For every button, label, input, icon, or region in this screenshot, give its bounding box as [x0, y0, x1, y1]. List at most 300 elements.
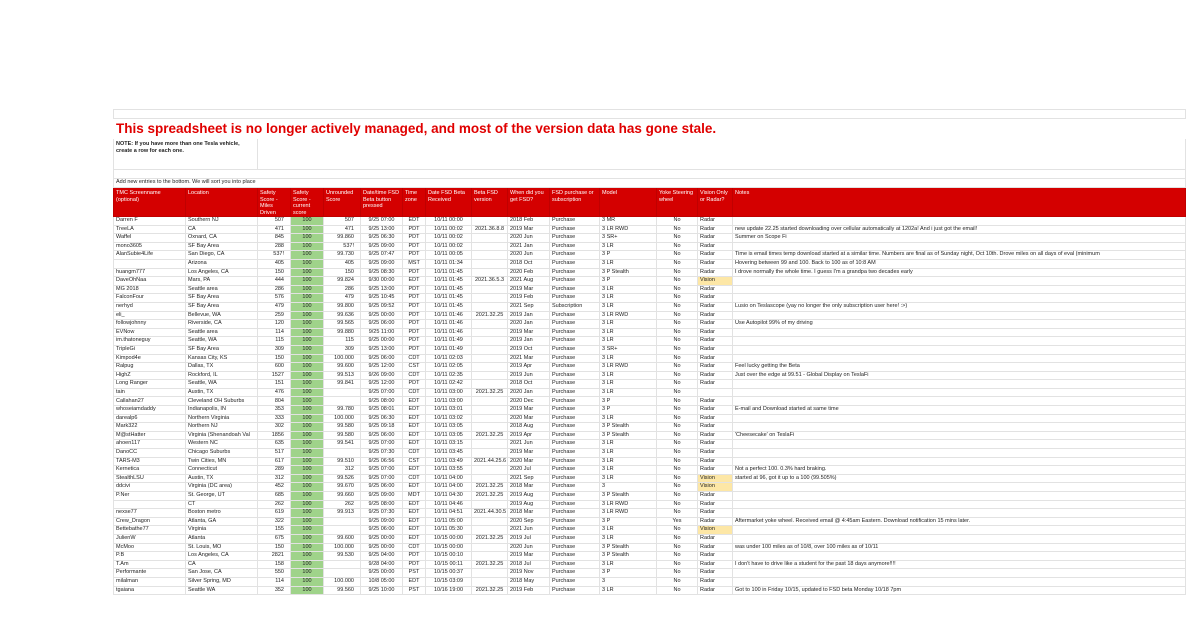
table-cell[interactable] — [733, 397, 1186, 406]
table-cell[interactable]: EDT — [403, 440, 426, 449]
table-cell[interactable]: No — [657, 431, 698, 440]
table-cell[interactable]: 100 — [291, 259, 324, 268]
table-cell[interactable]: 100 — [291, 466, 324, 475]
table-cell[interactable]: 1527 — [258, 371, 291, 380]
table-cell[interactable]: 288 — [258, 242, 291, 251]
table-cell[interactable]: 2021 Jan — [508, 242, 550, 251]
table-cell[interactable]: 150 — [324, 268, 361, 277]
table-cell[interactable]: 10/11 01:46 — [426, 320, 472, 329]
table-cell[interactable]: No — [657, 534, 698, 543]
table-cell[interactable]: Radar — [698, 217, 733, 226]
table-cell[interactable]: Purchase — [550, 449, 600, 458]
table-cell[interactable] — [472, 363, 508, 372]
table-cell[interactable]: PDT — [403, 234, 426, 243]
table-cell[interactable]: 2020 Sep — [508, 517, 550, 526]
table-cell[interactable] — [472, 500, 508, 509]
table-cell[interactable]: PDT — [403, 320, 426, 329]
table-cell[interactable]: Radar — [698, 268, 733, 277]
table-cell[interactable]: 405 — [258, 259, 291, 268]
table-cell[interactable]: 2021.36.5.3 — [472, 277, 508, 286]
table-cell[interactable]: nerhyd — [114, 302, 186, 311]
table-cell[interactable]: SF Bay Area — [186, 242, 258, 251]
table-cell[interactable]: 3 LR — [600, 560, 657, 569]
table-cell[interactable]: No — [657, 242, 698, 251]
table-cell[interactable]: 9/25 13:00 — [361, 285, 403, 294]
table-cell[interactable]: 2021.36.8.8 — [472, 225, 508, 234]
table-cell[interactable]: Purchase — [550, 320, 600, 329]
table-cell[interactable]: 100 — [291, 251, 324, 260]
table-cell[interactable]: Connecticut — [186, 466, 258, 475]
table-cell[interactable]: 100 — [291, 492, 324, 501]
table-cell[interactable]: 10/11 04:46 — [426, 500, 472, 509]
table-cell[interactable]: 100 — [291, 285, 324, 294]
table-cell[interactable]: Virginia (Shenandoah Val — [186, 431, 258, 440]
table-cell[interactable] — [472, 242, 508, 251]
table-cell[interactable] — [733, 509, 1186, 518]
table-cell[interactable]: 99.800 — [324, 302, 361, 311]
table-cell[interactable]: 99.526 — [324, 474, 361, 483]
table-cell[interactable]: Radar — [698, 363, 733, 372]
table-cell[interactable]: 10/11 04:51 — [426, 509, 472, 518]
table-cell[interactable]: Radar — [698, 492, 733, 501]
table-cell[interactable]: 9/25 00:00 — [361, 569, 403, 578]
table-cell[interactable]: TreeLA — [114, 225, 186, 234]
table-cell[interactable]: EDT — [403, 483, 426, 492]
table-cell[interactable]: followjohnny — [114, 320, 186, 329]
table-cell[interactable]: 2021.32.25 — [472, 388, 508, 397]
table-cell[interactable]: 845 — [258, 234, 291, 243]
table-cell[interactable]: Seattle WA — [186, 586, 258, 595]
table-cell[interactable]: 3 LR RWD — [600, 225, 657, 234]
table-cell[interactable]: No — [657, 294, 698, 303]
table-cell[interactable]: 2019 Apr — [508, 363, 550, 372]
table-cell[interactable]: 10/11 05:30 — [426, 526, 472, 535]
table-cell[interactable] — [733, 345, 1186, 354]
table-cell[interactable]: 3 LR — [600, 457, 657, 466]
table-cell[interactable]: No — [657, 440, 698, 449]
table-cell[interactable]: No — [657, 526, 698, 535]
table-cell[interactable] — [733, 354, 1186, 363]
table-cell[interactable]: 322 — [258, 517, 291, 526]
table-cell[interactable] — [733, 449, 1186, 458]
table-cell[interactable]: 3 LR RWD — [600, 500, 657, 509]
table-cell[interactable]: 9/25 09:00 — [361, 242, 403, 251]
table-cell[interactable]: No — [657, 337, 698, 346]
table-cell[interactable]: 10/11 01:46 — [426, 311, 472, 320]
table-cell[interactable]: No — [657, 414, 698, 423]
table-cell[interactable]: eli_ — [114, 311, 186, 320]
table-cell[interactable]: Vision — [698, 277, 733, 286]
column-header[interactable]: Date/time FSD Beta button pressed — [361, 188, 403, 217]
table-cell[interactable]: 99.541 — [324, 440, 361, 449]
table-cell[interactable]: Purchase — [550, 414, 600, 423]
table-cell[interactable]: San Diego, CA — [186, 251, 258, 260]
table-cell[interactable]: Radar — [698, 242, 733, 251]
table-cell[interactable]: 100 — [291, 414, 324, 423]
table-cell[interactable]: 10/11 00:02 — [426, 234, 472, 243]
table-cell[interactable]: 9/25 09:00 — [361, 517, 403, 526]
table-cell[interactable]: 804 — [258, 397, 291, 406]
table-cell[interactable]: 9/25 06:30 — [361, 414, 403, 423]
table-cell[interactable]: 100 — [291, 328, 324, 337]
table-cell[interactable]: 9/25 09:00 — [361, 259, 403, 268]
table-cell[interactable]: 10/11 00:02 — [426, 225, 472, 234]
table-cell[interactable]: 3 P — [600, 277, 657, 286]
table-cell[interactable]: Radar — [698, 586, 733, 595]
table-cell[interactable]: Bettebathe77 — [114, 526, 186, 535]
column-header[interactable]: Location — [186, 188, 258, 217]
table-cell[interactable]: Radar — [698, 311, 733, 320]
table-cell[interactable]: 2020 Jul — [508, 466, 550, 475]
table-cell[interactable]: 471 — [324, 225, 361, 234]
table-cell[interactable]: 479 — [324, 294, 361, 303]
table-cell[interactable]: 471 — [258, 225, 291, 234]
table-cell[interactable]: 10/15 00:37 — [426, 569, 472, 578]
table-cell[interactable]: No — [657, 483, 698, 492]
table-cell[interactable]: 600 — [258, 363, 291, 372]
table-cell[interactable]: Radar — [698, 423, 733, 432]
table-cell[interactable]: Purchase — [550, 440, 600, 449]
table-cell[interactable] — [472, 423, 508, 432]
table-cell[interactable]: Purchase — [550, 509, 600, 518]
table-cell[interactable]: Radar — [698, 320, 733, 329]
table-cell[interactable]: 3 P Stealth — [600, 543, 657, 552]
table-cell[interactable]: 9/25 09:00 — [361, 492, 403, 501]
table-cell[interactable] — [472, 569, 508, 578]
table-cell[interactable] — [733, 285, 1186, 294]
table-cell[interactable]: FalconFour — [114, 294, 186, 303]
table-cell[interactable]: 10/11 03:55 — [426, 466, 472, 475]
table-cell[interactable]: 3 LR — [600, 526, 657, 535]
table-cell[interactable]: PDT — [403, 285, 426, 294]
table-cell[interactable]: 3 MR — [600, 217, 657, 226]
table-cell[interactable]: 309 — [258, 345, 291, 354]
table-cell[interactable] — [114, 500, 186, 509]
table-cell[interactable]: 3 LR — [600, 337, 657, 346]
table-cell[interactable]: Long Ranger — [114, 380, 186, 389]
table-cell[interactable]: 2021 Jun — [508, 526, 550, 535]
table-cell[interactable]: Not a perfect 100. 0.3% hard braking. — [733, 466, 1186, 475]
table-cell[interactable]: 3 LR — [600, 440, 657, 449]
table-cell[interactable]: Yes — [657, 517, 698, 526]
table-cell[interactable]: No — [657, 449, 698, 458]
table-cell[interactable]: Radar — [698, 543, 733, 552]
table-cell[interactable]: TARS-M3 — [114, 457, 186, 466]
table-cell[interactable]: Radar — [698, 509, 733, 518]
table-cell[interactable]: Mark322 — [114, 423, 186, 432]
table-cell[interactable]: 9/25 06:00 — [361, 431, 403, 440]
table-cell[interactable]: 3 — [600, 577, 657, 586]
table-cell[interactable] — [472, 251, 508, 260]
table-cell[interactable]: 100.000 — [324, 577, 361, 586]
table-cell[interactable]: 352 — [258, 586, 291, 595]
table-cell[interactable]: 309 — [324, 345, 361, 354]
table-cell[interactable]: No — [657, 423, 698, 432]
table-cell[interactable]: darealp6 — [114, 414, 186, 423]
table-cell[interactable]: Seattle area — [186, 285, 258, 294]
table-cell[interactable]: PDT — [403, 337, 426, 346]
table-cell[interactable]: 10/15 00:00 — [426, 534, 472, 543]
table-cell[interactable]: Radar — [698, 414, 733, 423]
table-cell[interactable]: Radar — [698, 552, 733, 561]
table-cell[interactable]: CA — [186, 560, 258, 569]
table-cell[interactable]: 10/11 03:00 — [426, 397, 472, 406]
table-cell[interactable]: Silver Spring, MD — [186, 577, 258, 586]
table-cell[interactable] — [733, 294, 1186, 303]
table-cell[interactable]: Chicago Suburbs — [186, 449, 258, 458]
table-cell[interactable]: Purchase — [550, 345, 600, 354]
table-cell[interactable]: 259 — [258, 311, 291, 320]
column-header[interactable]: FSD purchase or subscription — [550, 188, 600, 217]
table-cell[interactable]: No — [657, 466, 698, 475]
table-cell[interactable]: 10/11 01:49 — [426, 337, 472, 346]
table-cell[interactable]: 617 — [258, 457, 291, 466]
table-cell[interactable]: Purchase — [550, 328, 600, 337]
table-cell[interactable]: Radar — [698, 569, 733, 578]
table-cell[interactable]: Austin, TX — [186, 388, 258, 397]
table-cell[interactable]: 2021.32.25 — [472, 483, 508, 492]
table-cell[interactable] — [472, 577, 508, 586]
table-cell[interactable]: 3 SR+ — [600, 234, 657, 243]
table-cell[interactable]: 10/11 03:00 — [426, 388, 472, 397]
table-cell[interactable]: 9/30 00:00 — [361, 277, 403, 286]
table-cell[interactable]: Radar — [698, 380, 733, 389]
table-cell[interactable]: 100 — [291, 449, 324, 458]
table-cell[interactable]: Darren F — [114, 217, 186, 226]
column-header[interactable]: Date FSD Beta Received — [426, 188, 472, 217]
table-cell[interactable]: MG 2018 — [114, 285, 186, 294]
table-cell[interactable]: 100 — [291, 431, 324, 440]
table-cell[interactable]: 9/25 13:00 — [361, 345, 403, 354]
table-cell[interactable]: No — [657, 509, 698, 518]
table-cell[interactable] — [472, 397, 508, 406]
table-cell[interactable]: 114 — [258, 577, 291, 586]
table-cell[interactable]: CST — [403, 457, 426, 466]
table-cell[interactable] — [733, 311, 1186, 320]
table-cell[interactable]: 9/25 00:00 — [361, 534, 403, 543]
table-cell[interactable]: 3 LR — [600, 586, 657, 595]
table-cell[interactable]: Dallas, TX — [186, 363, 258, 372]
table-cell[interactable]: I don't have to drive like a student for the past 18 days anymore!!!! — [733, 560, 1186, 569]
column-header[interactable]: Vision Only or Radar? — [698, 188, 733, 217]
table-cell[interactable] — [472, 302, 508, 311]
table-cell[interactable]: Kernetica — [114, 466, 186, 475]
table-cell[interactable]: 9/25 04:00 — [361, 552, 403, 561]
table-cell[interactable]: Radar — [698, 337, 733, 346]
table-cell[interactable]: Feel lucky getting the Beta — [733, 363, 1186, 372]
table-cell[interactable]: 10/11 00:05 — [426, 251, 472, 260]
table-cell[interactable]: SF Bay Area — [186, 294, 258, 303]
table-cell[interactable]: Purchase — [550, 217, 600, 226]
table-cell[interactable]: Radar — [698, 294, 733, 303]
table-cell[interactable]: Purchase — [550, 517, 600, 526]
table-cell[interactable] — [472, 517, 508, 526]
table-cell[interactable] — [324, 517, 361, 526]
table-cell[interactable] — [733, 534, 1186, 543]
table-cell[interactable]: 1856 — [258, 431, 291, 440]
table-cell[interactable]: 2020 Jan — [508, 320, 550, 329]
table-cell[interactable]: Purchase — [550, 457, 600, 466]
column-header[interactable]: When did you get FSD? — [508, 188, 550, 217]
table-cell[interactable]: 9/25 06:30 — [361, 234, 403, 243]
table-cell[interactable]: new update 22.25 started downloading over cellular automatically at 1202a! And i just got the email! — [733, 225, 1186, 234]
table-cell[interactable]: EDT — [403, 217, 426, 226]
table-cell[interactable]: Radar — [698, 517, 733, 526]
table-cell[interactable]: 100 — [291, 388, 324, 397]
table-cell[interactable]: 100 — [291, 268, 324, 277]
column-header[interactable]: TMC Screenname (optional) — [114, 188, 186, 217]
table-cell[interactable]: CT — [186, 500, 258, 509]
table-cell[interactable]: Mars, PA — [186, 277, 258, 286]
table-cell[interactable]: 507 — [258, 217, 291, 226]
table-cell[interactable]: 9/25 09:18 — [361, 423, 403, 432]
table-cell[interactable]: 100.000 — [324, 354, 361, 363]
table-cell[interactable]: No — [657, 560, 698, 569]
table-cell[interactable]: 151 — [258, 380, 291, 389]
table-cell[interactable]: 10/11 03:01 — [426, 406, 472, 415]
table-cell[interactable]: Virginia — [186, 526, 258, 535]
table-cell[interactable]: 3 LR — [600, 302, 657, 311]
table-cell[interactable]: Radar — [698, 466, 733, 475]
table-cell[interactable]: 9/26 09:00 — [361, 371, 403, 380]
table-cell[interactable]: 9/25 06:00 — [361, 526, 403, 535]
table-cell[interactable]: Purchase — [550, 534, 600, 543]
table-cell[interactable]: Purchase — [550, 526, 600, 535]
table-cell[interactable]: 3 LR — [600, 449, 657, 458]
table-cell[interactable]: Purchase — [550, 569, 600, 578]
table-cell[interactable]: Radar — [698, 285, 733, 294]
table-cell[interactable]: No — [657, 320, 698, 329]
table-cell[interactable]: 158 — [258, 560, 291, 569]
table-cell[interactable]: 2019 Mar — [508, 449, 550, 458]
table-cell[interactable]: Radar — [698, 345, 733, 354]
table-cell[interactable]: 2021 Aug — [508, 277, 550, 286]
table-cell[interactable]: 10/11 03:05 — [426, 431, 472, 440]
table-cell[interactable]: 9/25 00:00 — [361, 311, 403, 320]
table-cell[interactable]: 9/25 06:00 — [361, 483, 403, 492]
table-cell[interactable]: 2018 Mar — [508, 483, 550, 492]
table-cell[interactable]: Northern Virginia — [186, 414, 258, 423]
table-cell[interactable]: SF Bay Area — [186, 345, 258, 354]
table-cell[interactable]: 100 — [291, 586, 324, 595]
table-cell[interactable] — [698, 388, 733, 397]
table-cell[interactable]: 100 — [291, 302, 324, 311]
table-cell[interactable]: 2019 Mar — [508, 406, 550, 415]
table-cell[interactable] — [733, 457, 1186, 466]
table-cell[interactable]: huangm777 — [114, 268, 186, 277]
table-cell[interactable]: No — [657, 397, 698, 406]
table-cell[interactable]: CDT — [403, 371, 426, 380]
table-cell[interactable]: 10/11 03:45 — [426, 449, 472, 458]
table-cell[interactable]: 10/11 01:45 — [426, 277, 472, 286]
table-cell[interactable]: 2020 Mar — [508, 414, 550, 423]
table-cell[interactable]: 2019 Aug — [508, 500, 550, 509]
table-cell[interactable] — [472, 320, 508, 329]
table-cell[interactable]: 9/25 07:00 — [361, 217, 403, 226]
table-cell[interactable]: Purchase — [550, 337, 600, 346]
table-cell[interactable]: 2018 Oct — [508, 259, 550, 268]
column-header[interactable]: Safety Score - current score — [291, 188, 324, 217]
table-cell[interactable]: 3 LR RWD — [600, 363, 657, 372]
column-header[interactable]: Yoke Steering wheel — [657, 188, 698, 217]
table-cell[interactable] — [472, 328, 508, 337]
table-cell[interactable]: Seattle area — [186, 328, 258, 337]
table-cell[interactable]: 9/25 00:00 — [361, 337, 403, 346]
table-cell[interactable]: Purchase — [550, 577, 600, 586]
table-cell[interactable]: PDT — [403, 225, 426, 234]
table-cell[interactable]: 2018 Oct — [508, 380, 550, 389]
table-cell[interactable]: 99.660 — [324, 492, 361, 501]
table-cell[interactable] — [472, 474, 508, 483]
table-cell[interactable]: 10/11 03:02 — [426, 414, 472, 423]
table-cell[interactable]: No — [657, 345, 698, 354]
table-cell[interactable]: Purchase — [550, 285, 600, 294]
table-cell[interactable]: 99.560 — [324, 586, 361, 595]
table-cell[interactable]: 2019 Mar — [508, 285, 550, 294]
table-cell[interactable]: 100 — [291, 552, 324, 561]
table-cell[interactable]: Purchase — [550, 500, 600, 509]
table-cell[interactable]: PDT — [403, 380, 426, 389]
table-cell[interactable]: 10/16 19:00 — [426, 586, 472, 595]
table-cell[interactable]: 3 — [600, 483, 657, 492]
table-cell[interactable]: 100 — [291, 457, 324, 466]
table-cell[interactable]: Just over the edge at 99.51 - Global Display on TeslaFi — [733, 371, 1186, 380]
table-cell[interactable]: Purchase — [550, 397, 600, 406]
table-cell[interactable]: 10/11 01:34 — [426, 259, 472, 268]
table-cell[interactable] — [324, 560, 361, 569]
table-cell[interactable]: 3 P — [600, 406, 657, 415]
table-cell[interactable]: Radar — [698, 225, 733, 234]
table-cell[interactable]: 100 — [291, 500, 324, 509]
table-cell[interactable]: 3 P Stealth — [600, 431, 657, 440]
table-cell[interactable]: 100 — [291, 509, 324, 518]
table-cell[interactable]: Vision — [698, 483, 733, 492]
table-cell[interactable]: 2020 Feb — [508, 268, 550, 277]
table-cell[interactable]: Subscription — [550, 302, 600, 311]
table-cell[interactable]: MDT — [403, 492, 426, 501]
table-cell[interactable]: 2021.44.25.6 — [472, 457, 508, 466]
table-cell[interactable]: 99.580 — [324, 423, 361, 432]
table-cell[interactable]: 3 LR — [600, 320, 657, 329]
table-cell[interactable]: CDT — [403, 388, 426, 397]
table-cell[interactable] — [733, 569, 1186, 578]
table-cell[interactable]: EDT — [403, 517, 426, 526]
table-cell[interactable]: 10/15 03:09 — [426, 577, 472, 586]
table-cell[interactable]: 3 LR RWD — [600, 311, 657, 320]
table-cell[interactable]: 10/11 01:45 — [426, 285, 472, 294]
table-cell[interactable]: 3 LR — [600, 414, 657, 423]
table-cell[interactable]: 3 P Stealth — [600, 268, 657, 277]
table-cell[interactable]: No — [657, 577, 698, 586]
table-cell[interactable]: Purchase — [550, 492, 600, 501]
table-cell[interactable]: 3 LR — [600, 259, 657, 268]
table-cell[interactable]: St. George, UT — [186, 492, 258, 501]
table-cell[interactable]: 2018 Feb — [508, 217, 550, 226]
table-cell[interactable]: Summer on Scope Fi — [733, 234, 1186, 243]
table-cell[interactable] — [733, 277, 1186, 286]
table-cell[interactable]: 100 — [291, 406, 324, 415]
table-cell[interactable]: 99.510 — [324, 457, 361, 466]
table-cell[interactable]: PDT — [403, 242, 426, 251]
table-cell[interactable]: 10/15 00:00 — [426, 543, 472, 552]
table-cell[interactable]: 10/11 00:02 — [426, 242, 472, 251]
table-cell[interactable]: 2019 Oct — [508, 345, 550, 354]
table-cell[interactable]: 100 — [291, 277, 324, 286]
table-cell[interactable]: Kimpod4e — [114, 354, 186, 363]
table-cell[interactable]: Time is email times temp download started at a similar time. Numbers are final as of Sunday night, Oct 10th. Drove miles on all days of eval (minimum — [733, 251, 1186, 260]
table-cell[interactable]: 9/25 09:52 — [361, 302, 403, 311]
column-header[interactable]: Beta FSD version — [472, 188, 508, 217]
